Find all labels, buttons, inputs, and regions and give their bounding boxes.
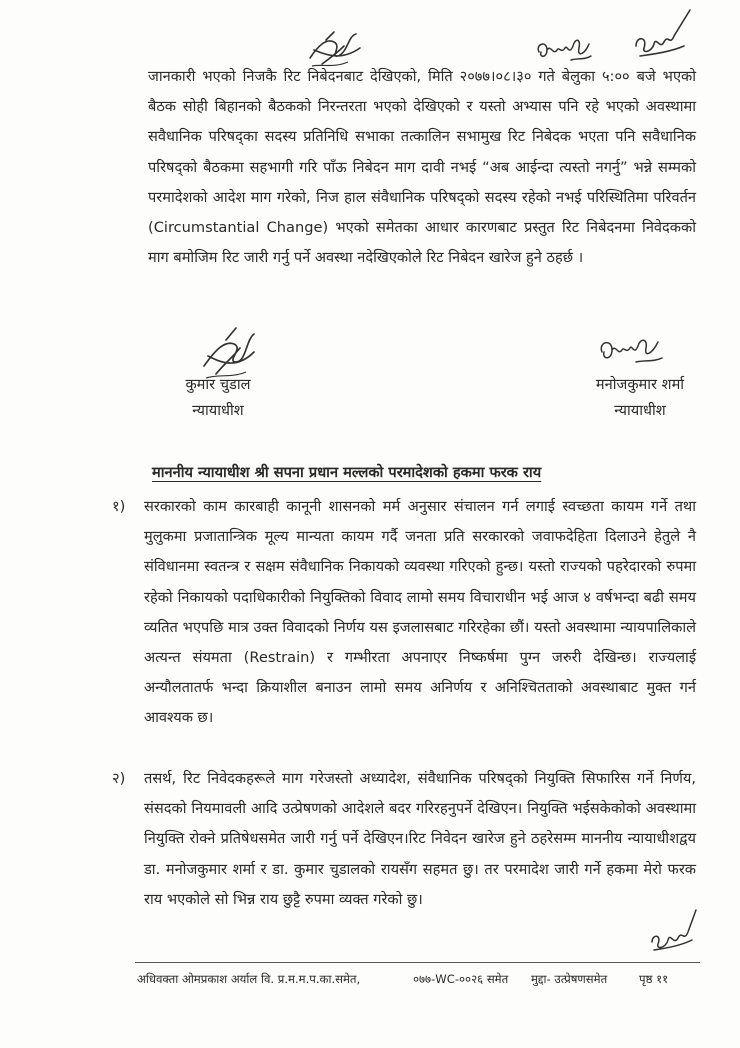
item-number: २) (112, 770, 126, 787)
numbered-item (112, 764, 696, 915)
page-footer (137, 970, 702, 988)
footer-parties: अधिवक्ता ओमप्रकाश अर्याल वि. प्र.म.म.प.का.समेत, (137, 972, 361, 986)
judge-kumar-block (160, 372, 276, 424)
item-text: सरकारको काम कारबाही कानूनी शासनको मर्म अनुसार संचालन गर्न लगाई स्वच्छता कायम गर्ने तथा मुलुकमा प्रजातान्त्रिक मूल्य मान्यता कायम गर्दै जनता प्रति सरकारको जवाफदेहिता दिलाउने हेतुले नै संविधानमा स्वतन्त्र र सक्षम संवैधानिक निकायको व्यवस्था गरिएको हुन्छ। यस्तो राज्यको पहरेदारको रुपमा रहेको निकायको पदाधिकारीको नियुक्तिको विवाद लामो समय विचाराधीन भई आज ४ वर्षभन्दा बढी समय व्यतित भएपछि मात्र उक्त विवादको निर्णय यस इजलासबाट गरिरहेका छौं। यस्तो अवस्थामा न्यायपालिकाले अत्यन्त संयमता (Restrain) र गम्भीरता अपनाएर निष्कर्षमा पुग्न जरुरी देखिन्छ। राज्यलाई अन्यौलतातर्फ भन्दा क्रियाशील बनाउन लामो समय अनिर्णय र अनिश्चितताको अवस्थाबाट मुक्त गर्न आवश्यक छ। (144, 498, 696, 727)
opening-paragraph: जानकारी भएको निजकै रिट निबेदनबाट देखिएको, मिति २०७७।०८।३० गते बेलुका ५:०० बजे भएको बैठक सोही बिहानको बैठकको निरन्तरता भएको देखिएको र यस्तो अभ्यास पनि रहे भएको अवस्थामा सवैधानिक परिषद्का सदस्य प्रतिनिधि सभाका तत्कालिन सभामुख रिट निबेदक भएता पनि सवैधानिक परिषद्को बैठकमा सहभागी गरि पाँऊ निबेदन माग दावी नभई “अब आईन्दा त्यस्तो नगर्नु” भन्ने सम्मको परमादेशको आदेश माग गरेको, निज हाल संवैधानिक परिषद्को सदस्य रहेको नभई परिस्थितिमा परिवर्तन (Circumstantial Change) भएको समेतका आधार कारणबाट प्रस्तुत रिट निबेदनमा निवेदकको माग बमोजिम रिट जारी गर्नु पर्ने अवस्था नदेखिएकोले रिट निबेदन खारेज हुने ठहर्छ । (148, 68, 696, 267)
footer-subject: मुद्दा- उत्प्रेषणसमेत (531, 972, 608, 986)
item-text: तसर्थ, रिट निवेदकहरूले माग गरेजस्तो अध्यादेश, संवैधानिक परिषद्को नियुक्ति सिफारिस गर्ने निर्णय, संसदको नियमावली आदि उत्प्रेषणको आदेशले बदर गरिरहनुपर्ने देखिएन। नियुक्ति भईसकेकोको अवस्थामा नियुक्ति रोक्ने प्रतिषेधसमेत जारी गर्नु पर्ने देखिएन।रिट निवेदन खारेज हुने ठहरेसम्म माननीय न्यायाधीशद्वय डा. मनोजकुमार शर्मा र डा. कुमार चुडालको रायसँग सहमत छु। तर परमादेश जारी गर्ने हकमा मेरो फरक राय भएकोले सो भिन्न राय छुट्टै रुपमा व्यक्त गरेको छु। (144, 770, 696, 908)
judge-kumar-title: न्यायाधीश (192, 402, 244, 419)
signature-sapana-top (626, 6, 698, 64)
judge-manoj-block (580, 372, 700, 424)
footer-case-number: ०७७-WC-००२६ समेत (413, 972, 509, 986)
footer-page-number: पृष्ठ ११ (639, 972, 669, 986)
judge-manoj-title: न्यायाधीश (614, 402, 666, 419)
signature-sapana-bottom (644, 902, 700, 956)
footer-divider (135, 962, 700, 963)
item-number: १) (112, 498, 126, 515)
judge-manoj-name: मनोजकुमार शर्मा (595, 376, 685, 393)
numbered-item (112, 492, 696, 734)
signature-manoj (596, 330, 668, 370)
judge-kumar-name: कुमार चुडाल (185, 376, 251, 393)
dissent-heading: माननीय न्यायाधीश श्री सपना प्रधान मल्लको परमादेशको हकमा फरक राय (152, 464, 542, 481)
